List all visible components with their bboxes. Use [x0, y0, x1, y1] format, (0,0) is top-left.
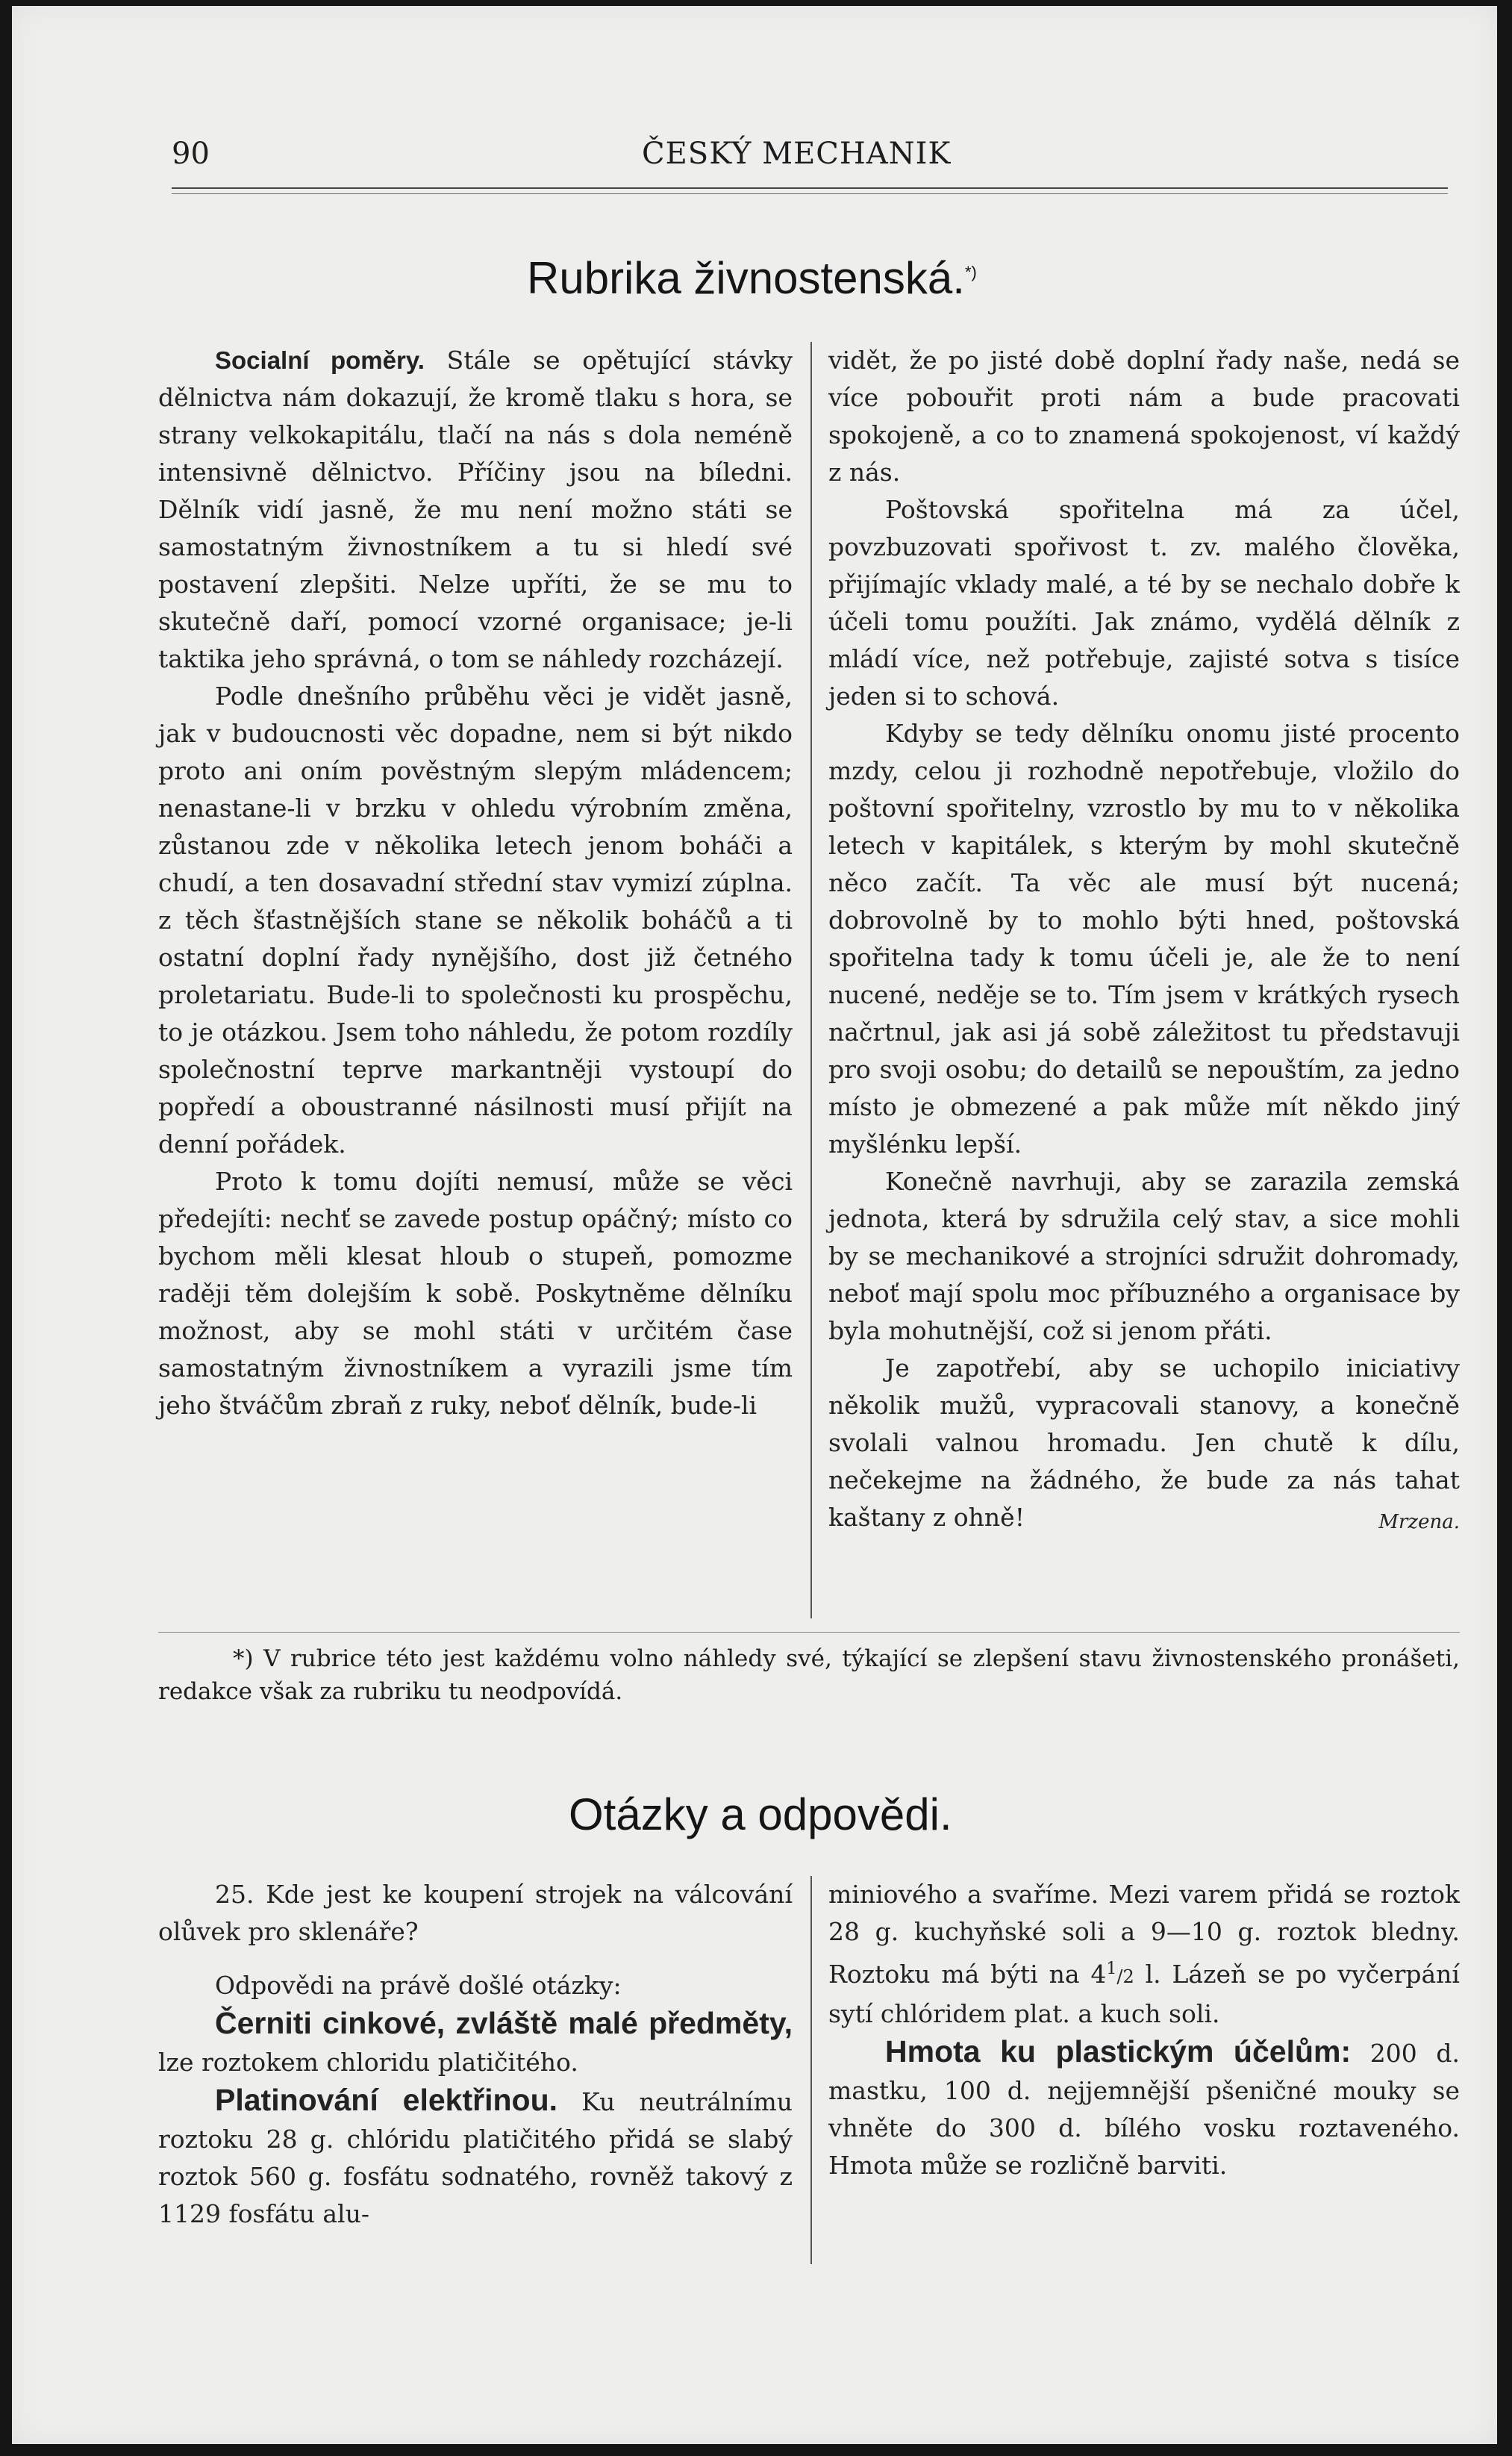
paragraph: Podle dnešního průběhu věci je vidět jasně, jak v budoucnosti věc dopadne, nem si být nikdo proto ani oním pověstným slepým mládencem; nenastane-li v brzku v ohledu výrobním změna, zůstanou zde v několika letech jenom boháči a chudí, a ten dosavadní střední stav vymizí zúplna. z těch šťastnějších stane se několik boháčů a ti ostatní doplní řady nynějšího, dost již četného proletariatu. Bude-li to společnosti ku prospěchu, to je otázkou. Jsem toho náhledu, že potom rozdíly společnostní teprve markantněji vystoupí do popředí a oboustranné násilnosti musí přijít na denní pořádek.: [158, 682, 793, 1159]
paragraph: Platinování elektřinou. Ku neutrálnímu roztoku 28 g. chlóridu platičitého přidá se slabý roztok 560 g. fosfátu sodnatého, rovněž takový z 1129 fosfátu alu-: [158, 2083, 793, 2228]
paragraph: Konečně navrhuji, aby se zarazila zemská jednota, která by sdružila celý stav, a sice mohli by se mechanikové a strojníci sdružit dohromady, neboť mají spolu moc příbuzného a organisace by byla mohutnější, což si jenom přáti.: [828, 1167, 1460, 1345]
answers-intro: Odpovědi na právě došlé otázky:: [215, 1971, 622, 2000]
paragraph: Kdyby se tedy dělníku onomu jisté procento mzdy, celou ji rozhodně nepotřebuje, vložilo do poštovní spořitelny, vzrostlo by mu to v několika letech v kapitálek, s kterým by mohl skutečně něco začít. Ta věc ale musí být nucená; dobrovolně by to mohlo býti hned, poštovská spořitelna tady k tomu účeli je, ale že to není nucené, neděje se to. Tím jsem v krátkých rysech načrtnul, jak asi já sobě záležitost tu představuji pro svoji osobu; do detailů se nepouštím, za jedno místo je obmezené a pak může mít někdo jiný myšlénku lepší.: [828, 719, 1460, 1159]
footnote: *) V rubrice této jest každému volno náhledy své, týkající se zlepšení stavu živnostenského pronášeti, redakce však za rubriku tu neodpovídá.: [158, 1645, 1460, 1705]
paragraph: Poštovská spořitelna má za účel, povzbuzovati spořivost t. zv. malého člověka, přijímajíc vklady malé, a té by se nechalo dobře k účeli tomu použíti. Jak známo, vydělá dělník z mládí více, než potřebuje, zajisté sotva s tisíce jeden si to schová.: [828, 495, 1460, 711]
paragraph: Černiti cinkové, zvláště malé předměty, lze roztokem chloridu platičitého.: [158, 2006, 793, 2077]
column-divider: [810, 1876, 812, 2264]
answer-heading: Hmota ku plastickým účelům:: [885, 2034, 1352, 2069]
page: [12, 6, 1497, 2444]
page-header: [172, 137, 1448, 181]
footnote-mark: *): [964, 263, 977, 281]
header-rule: [172, 187, 1448, 189]
paragraph: Proto k tomu dojíti nemusí, může se věci předejíti: nechť se zavede postup opáčný; místo co bychom měli klesat hloub o stupeň, pomozme raději těm dolejším k sobě. Poskytněme dělníku možnost, aby se mohl státi v určitém čase samostatným živnostníkem a vyrazili jsme tím jeho štváčům zbraň z ruky, neboť dělník, bude-li: [158, 1167, 793, 1420]
otazky-left-column: [158, 1876, 793, 2233]
paragraph-heading: Socialní poměry.: [215, 346, 425, 374]
answer-heading: Černiti cinkové, zvláště malé předměty,: [215, 2006, 793, 2040]
paragraph: Hmota ku plastickým účelům: 200 d. mastku, 100 d. nejjemnější pšeničné mouky se vhněte do 300 d. bílého vosku roztaveného. Hmota může se rozličně barviti.: [828, 2034, 1460, 2180]
section-title-otazky: Otázky a odpovědi.: [569, 1789, 952, 1839]
paragraph: vidět, že po jisté době doplní řady naše, nedá se více pobouřit proti nám a bude pracovati spokojeně, a co to znamená spokojenost, ví každý z nás.: [828, 346, 1460, 487]
otazky-right-column: [828, 1876, 1460, 2184]
signature: Mrzena.: [1378, 1511, 1460, 1533]
paragraph: Je zapotřebí, aby se uchopilo iniciativy několik mužů, vypracovali stanovy, a konečně svolali valnou hromadu. Jen chutě k dílu, nečekejme na žádného, že bude za nás tahat kaštany z ohně! Mrzena.: [828, 1350, 1460, 1536]
rubrika-left-column: [158, 342, 793, 1424]
column-divider: [810, 342, 812, 1618]
header-rule-thin: [172, 193, 1448, 194]
paragraph: Socialní poměry. Stále se opětující stávky dělnictva nám dokazují, že kromě tlaku s hora, se strany velkokapitálu, tlačí na nás s dola neméně intensivně dělnictvo. Příčiny jsou na bíledni. Dělník vidí jasně, že mu není možno státi se samostatným živnostníkem a tu si hledí své postavení zlepšiti. Nelze upříti, že se mu to skutečně daří, pomocí vzorné organisace; je-li taktika jeho správná, o tom se náhledy rozcházejí.: [158, 346, 793, 673]
question: 25. Kde jest ke koupení strojek na válcování olůvek pro sklenáře?: [158, 1880, 793, 1946]
paragraph: miniového a svaříme. Mezi varem přidá se roztok 28 g. kuchyňské soli a 9—10 g. roztok bledny. Roztoku má býti na $4^1/2$ l. Lázeň se po vyčerpání sytí chlóridem plat. a kuch soli.: [828, 1880, 1460, 2028]
footnote-rule: [158, 1632, 1460, 1633]
running-title: ČESKÝ MECHANIK: [642, 137, 952, 171]
answer-heading: Platinování elektřinou.: [215, 2083, 558, 2117]
rubrika-right-column: [828, 342, 1460, 1541]
section-title-rubrika: Rubrika živnostenská.*): [527, 253, 977, 303]
page-number: 90: [172, 137, 210, 171]
